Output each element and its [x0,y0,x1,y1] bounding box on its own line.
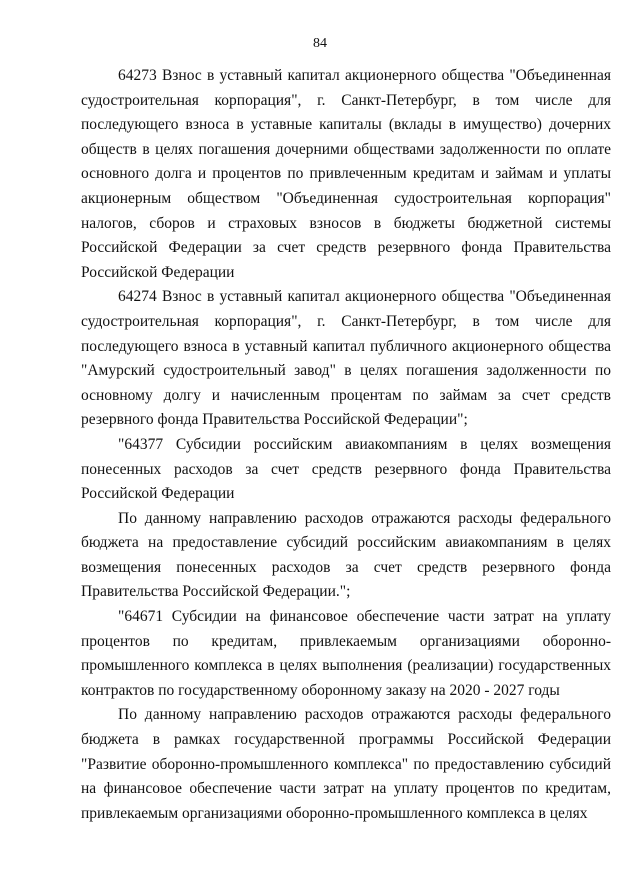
paragraph-64671: "64671 Субсидии на финансовое обеспечение части затрат на уплату процентов по кредитам, привлекаемым организациями оборонно-промышленного комплекса в целях выполнения (реализации) государственных контрактов по государственному оборонному заказу на 2020 - 2027 годы [81,608,611,699]
page-number: 84 [313,36,327,51]
paragraph-64273: 64273 Взнос в уставный капитал акционерного общества "Объединенная судостроительная корпорация", г. Санкт-Петербург, в том числе для последующего взноса в уставные капиталы (вклады в имущество) дочерних обществ в целях погашения дочерними обществами задолженности по оплате основного долга и процентов по привлеченным кредитам и займам и уплаты акционерным обществом "Объединенная судостроительная корпорация" налогов, сборов и страховых взносов в бюджеты бюджетной системы Российской Федерации за счет средств резервного фонда Правительства Российской Федерации [81,67,611,281]
document-body [81,64,611,826]
paragraph-64377-description: По данному направлению расходов отражаются расходы федерального бюджета на предоставление субсидий российским авиакомпаниям в целях возмещения понесенных расходов за счет средств резервного фонда Правительства Российской Федерации."; [81,509,611,601]
paragraph-64671-description: По данному направлению расходов отражаются расходы федерального бюджета в рамках государственной программы Российской Федерации "Развитие оборонно-промышленного комплекса" по предоставлению субсидий на финансовое обеспечение части затрат на уплату процентов по кредитам, привлекаемым организациями оборонно-промышленного комплекса в целях [81,706,611,822]
paragraph-64274: 64274 Взнос в уставный капитал акционерного общества "Объединенная судостроительная корпорация", г. Санкт-Петербург, в том числе для последующего взноса в уставный капитал публичного акционерного общества "Амурский судостроительный завод" в целях погашения задолженности по основному долгу и начисленным процентам по займам за счет средств резервного фонда Правительства Российской Федерации"; [81,288,611,429]
paragraph-64377: "64377 Субсидии российским авиакомпаниям в целях возмещения понесенных расходов за счет средств резервного фонда Правительства Российской Федерации [81,435,611,503]
